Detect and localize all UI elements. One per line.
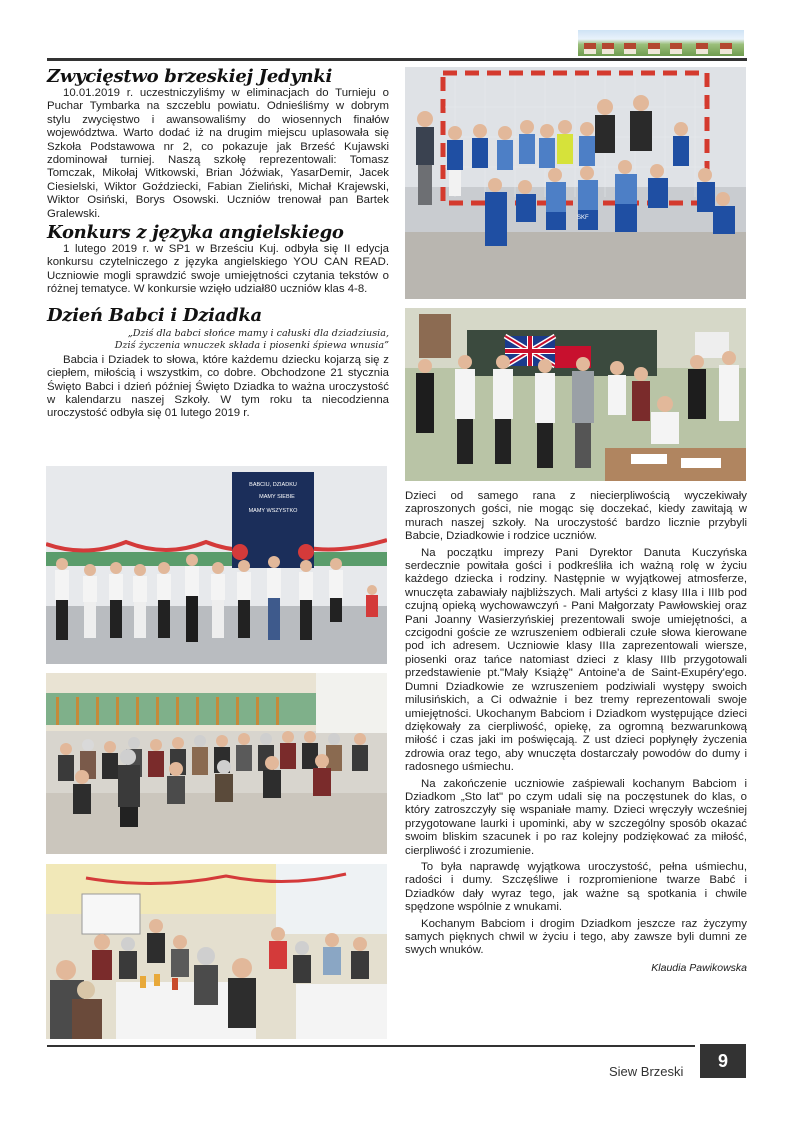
banner-line-1: BABCIU, DZIADKU — [249, 482, 297, 488]
bottom-divider — [47, 1045, 695, 1047]
article1-text: 10.01.2019 r. uczestniczyliśmy w eliminacjach do Turnieju o Puchar Tymbarka na szczeblu powiatu. Odnieśliśmy w dobrym stylu zwycięstwo i awansowaliśmy do wiosennych finałów województwa. Warto dodać iż na drugim miejscu uplasowała się Szkoła Podstawowa nr 2, co pokazuje jak Brześć Kujawski zdominował turniej. Naszą szkołę reprezentowali: Tomasz Tomczak, Mikołaj Witkowski, Brian Jóźwiak, YasarDemir, Jacek Ciesielski, Wiktor Goździecki, Fabian Zieliński, Michał Krajewski, Wiktor Osiński, Borys Osowski. Uczniów trenował pan Bartek Gralewski. — [47, 87, 389, 220]
article3-author: Klaudia Pawikowska — [651, 961, 747, 974]
article3-paragraph-1: Dzieci od samego rana z niecierpliwością wyczekiwały zaproszonych gości, nie mogąc się doczekać, kiedy zawitają w murach naszej szkoły. Na uroczystość bardzo licznie przybyli Babcie, Dziadkowie i rodzice uczniów. — [405, 490, 747, 543]
banner-line-2: MAMY SIEBIE — [259, 494, 295, 500]
banner-line-3: MAMY WSZYSTKO — [248, 508, 298, 514]
article2-title: Konkurs z języka angielskiego — [47, 222, 344, 244]
children-stage-photo — [46, 466, 387, 664]
football-team-photo — [405, 67, 746, 299]
header-village-photo — [578, 30, 744, 56]
article3-quote — [47, 328, 389, 352]
article1-title: Zwycięstwo brzeskiej Jedynki — [47, 66, 332, 87]
page-number: 9 — [700, 1044, 746, 1078]
quote-line-2: Dziś życzenia wnuczek składa i piosenki śpiewa wnusia” — [114, 339, 389, 351]
article3-paragraph-3: Na zakończenie uczniowie zaśpiewali kochanym Babciom i Dziadkom „Sto lat" po czym udali się na poczęstunek do klas, o który zatroszczyły się wspaniałe mamy. Dzieci wręczyły wcześniej przygotowane laurki i upominki, aby w szczególny sposób okazać swoim bliskim szacunek i po raz kolejny podziękować za miłość, cierpliwość i zrozumienie. — [405, 777, 747, 857]
guests-tables-photo — [46, 864, 387, 1039]
article3-title: Dzień Babci i Dziadka — [47, 304, 262, 326]
left-text-column — [47, 66, 389, 421]
quote-line-1: „Dziś dla babci słońce mamy i całuski dla dziadziusia, — [127, 327, 389, 339]
top-divider — [47, 58, 747, 61]
article3-paragraph-2: Na początku imprezy Pani Dyrektor Danuta Kuczyńska serdecznie powitała gości i podkreśliła ich ważną rolę w życiu każdego dziecka i rodziny. Następnie w wyjątkowej atmosferze, wnuczęta zabawiały najbliższych. Mali artyści z klasy IIIa i IIIb pod czujną opieką wychowawczyń - Pani Małgorzaty Pawłowskiej oraz Pani Joanny Wasierzyńskiej prezentowali swoje umiejętności, a czcigodni goście ze wzruszeniem odbierali czułe słowa kierowane pod ich adresem. Uczniowie klasy IIIa zaprezentowali wiersze, piosenki oraz tańce natomiast dzieci z klasy IIIb przygotowali przedstawienie pt."Mały Książę" Antoine'a de Saint-Exupéry'ego. Dumni Dziadkowie ze wzruszeniem podziwiali występy swoich milusińskich, a Ci odważnie i bez tremy reprezentowali swoje umiejętności. Ukochanym Babciom i Dziadkom występujące dzieci dziękowały za cierpliwość, opiekę, za ogromną bezwarunkową miłość i czas jaki im poświęcają. Z ust dzieci popłynęły życzenia zdrowia oraz tego, aby wnuczęta dostarczały powodów do dumy i radosnego uśmiechu. — [405, 546, 747, 774]
audience-hall-photo — [46, 673, 387, 854]
article3-paragraph-4: To była naprawdę wyjątkowa uroczystość, pełna uśmiechu, radości i dumy. Szczęśliwe i rozpromienione twarze Babć i Dziadków dały wyraz tego, jak ważne są spotkania i chwile spędzone wspólnie z wnukami. — [405, 860, 747, 914]
football-shirt-text: SKF — [577, 215, 589, 221]
classroom-group-photo — [405, 308, 746, 481]
article3-intro: Babcia i Dziadek to słowa, które każdemu dziecku kojarzą się z ciepłem, miłością i wszystkim, co dobre. Obchodzone 21 stycznia Święto Babci i dzień później Święto Dziadka to ważna uroczystość w kalendarzu naszej Szkoły. W tym roku ta niecodzienna uroczystość odbyła się 01 lutego 2019 r. — [47, 353, 389, 420]
article2-text: 1 lutego 2019 r. w SP1 w Brześciu Kuj. odbyła się II edycja konkursu czytelniczego z języka angielskiego YOU CAN READ. Uczniowie mogli sprawdzić swoje umiejętności czytania tekstów o różnej tematyce. W konkursie wzięło udział80 uczniów klas 4-8. — [47, 243, 389, 296]
article3-paragraph-5: Kochanym Babciom i drogim Dziadkom jeszcze raz życzymy samych pięknych chwil w życiu i tego, aby zawsze byli dumni ze swych wnuków. — [405, 917, 747, 957]
right-text-column — [405, 490, 747, 974]
publication-name: Siew Brzeski — [609, 1064, 684, 1079]
